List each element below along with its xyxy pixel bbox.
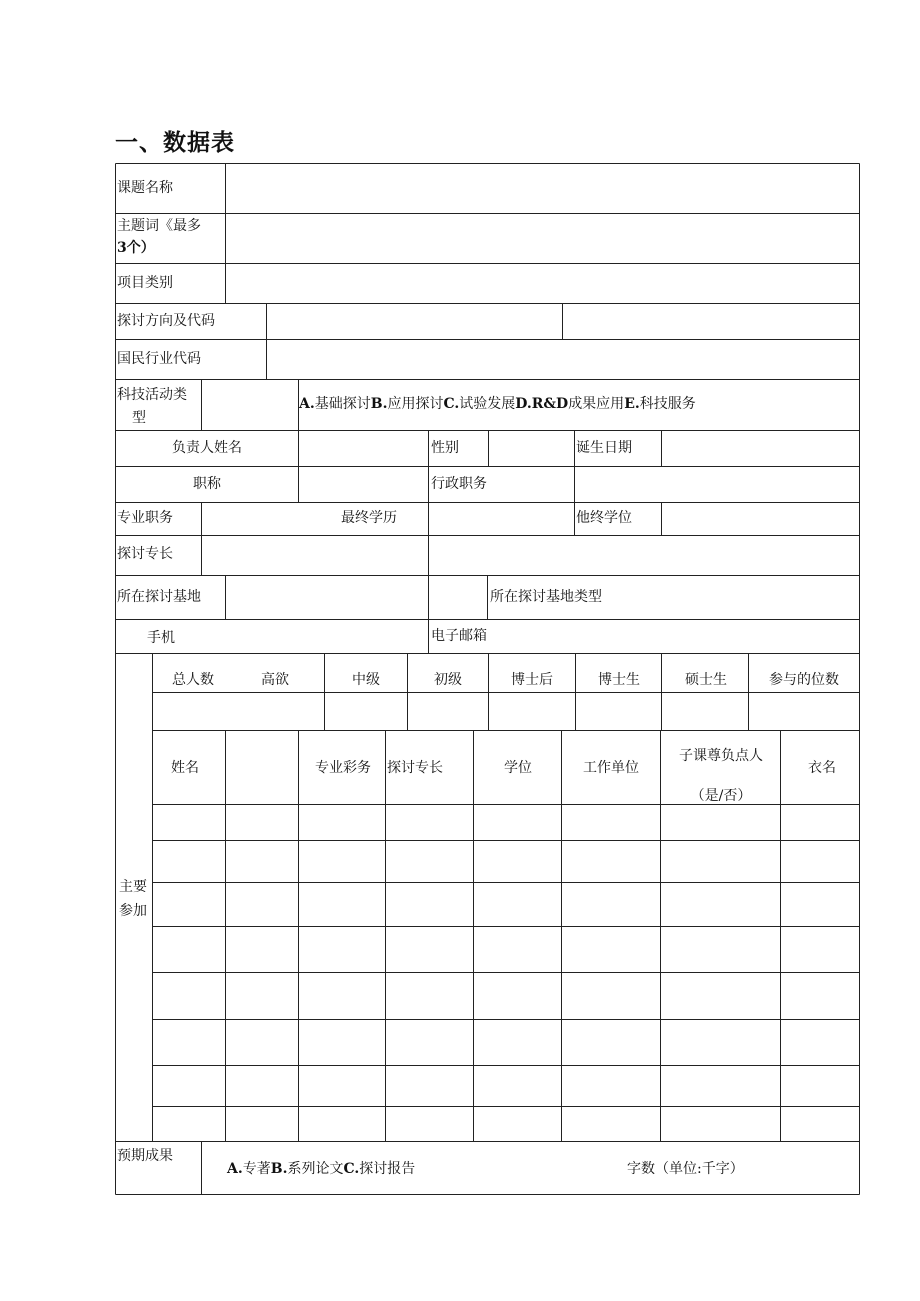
label-activity-type: 科技活动类	[117, 387, 187, 403]
label-base-type: 所在探讨基地类型	[490, 589, 602, 605]
label-birth-date: 诞生日期	[576, 440, 632, 456]
email-field[interactable]	[515, 621, 857, 651]
label-phone: 手机	[147, 630, 175, 646]
professional-field[interactable]	[203, 504, 329, 534]
keywords-field[interactable]	[227, 215, 857, 261]
specialty-field[interactable]	[203, 537, 857, 573]
header-postdoc: 博士后	[511, 672, 553, 688]
label-participants-join: 参加	[119, 903, 147, 919]
outcome-option-b[interactable]: B.系列论文	[270, 1161, 344, 1177]
label-email: 电子邮箱	[431, 628, 487, 644]
label-topic-name: 课题名称	[117, 180, 173, 196]
page-title: 一、数据表	[115, 130, 235, 156]
label-research-direction: 探讨方向及代码	[117, 313, 215, 329]
label-admin-position: 行政职务	[431, 476, 487, 492]
label-research-base: 所在探讨基地	[117, 589, 201, 605]
research-code-field[interactable]	[564, 305, 857, 337]
activity-option-a[interactable]: A.基础探讨	[299, 396, 371, 412]
header-total-count: 总人数	[172, 672, 214, 688]
header-unit-count: 参与的位数	[769, 672, 839, 688]
leader-name-field[interactable]	[300, 433, 426, 465]
label-education: 最终学历	[341, 510, 397, 526]
label-expected-outcome: 预期成果	[117, 1148, 173, 1164]
label-gender: 性别	[431, 440, 459, 456]
header-member-signature: 衣名	[808, 760, 836, 776]
activity-option-d[interactable]: D.R&D成果应用	[515, 396, 625, 412]
label-keywords: 主题词《最多	[117, 218, 201, 234]
label-degree: 他终学位	[576, 510, 632, 526]
label-keywords-limit: 3个）	[117, 240, 155, 256]
research-base-field[interactable]	[227, 578, 485, 616]
header-sub-leader: 子课尊负点人	[679, 748, 763, 764]
label-participants-main: 主要	[119, 879, 147, 895]
project-category-field[interactable]	[227, 265, 857, 301]
header-member-professional: 专业彩务	[315, 760, 371, 776]
header-member-name: 姓名	[171, 760, 199, 776]
header-intermediate: 中级	[352, 672, 380, 688]
header-junior: 初级	[434, 672, 462, 688]
activity-option-c[interactable]: C.试验发展	[443, 396, 516, 412]
label-project-category: 项目类别	[117, 275, 173, 291]
label-professional: 专业职务	[117, 510, 173, 526]
birth-date-field[interactable]	[663, 433, 857, 465]
header-member-degree: 学位	[504, 760, 532, 776]
header-member-specialty: 探讨专长	[387, 760, 443, 776]
degree-field[interactable]	[663, 504, 857, 534]
topic-name-field[interactable]	[227, 165, 857, 211]
label-activity-type-cont: 型	[132, 410, 146, 426]
label-specialty: 探讨专长	[117, 546, 173, 562]
research-direction-field[interactable]	[268, 305, 560, 337]
label-title: 职称	[193, 476, 221, 492]
data-form-table	[115, 163, 860, 1195]
education-field[interactable]	[431, 504, 572, 534]
outcome-options	[227, 1160, 415, 1178]
gender-field[interactable]	[490, 433, 572, 465]
outcome-option-c[interactable]: C.探讨报告	[343, 1161, 416, 1177]
activity-options	[299, 395, 696, 413]
activity-option-e[interactable]: E.科技服务	[624, 396, 696, 412]
activity-option-b[interactable]: B.应用探讨	[370, 396, 444, 412]
label-industry-code: 国民行业代码	[117, 351, 201, 367]
header-phd: 博士生	[598, 672, 640, 688]
label-word-count: 字数（单位:千字）	[627, 1161, 744, 1177]
header-senior: 高欲	[261, 672, 289, 688]
base-type-field[interactable]	[665, 578, 857, 616]
industry-code-field[interactable]	[268, 341, 857, 377]
label-leader-name: 负责人姓名	[172, 440, 242, 456]
header-master: 硕士生	[685, 672, 727, 688]
outcome-option-a[interactable]: A.专著	[227, 1161, 271, 1177]
admin-position-field[interactable]	[576, 468, 857, 500]
header-member-work-unit: 工作单位	[583, 760, 639, 776]
title-field[interactable]	[300, 468, 426, 500]
header-sub-leader-yes-no: （是/否）	[690, 788, 752, 804]
